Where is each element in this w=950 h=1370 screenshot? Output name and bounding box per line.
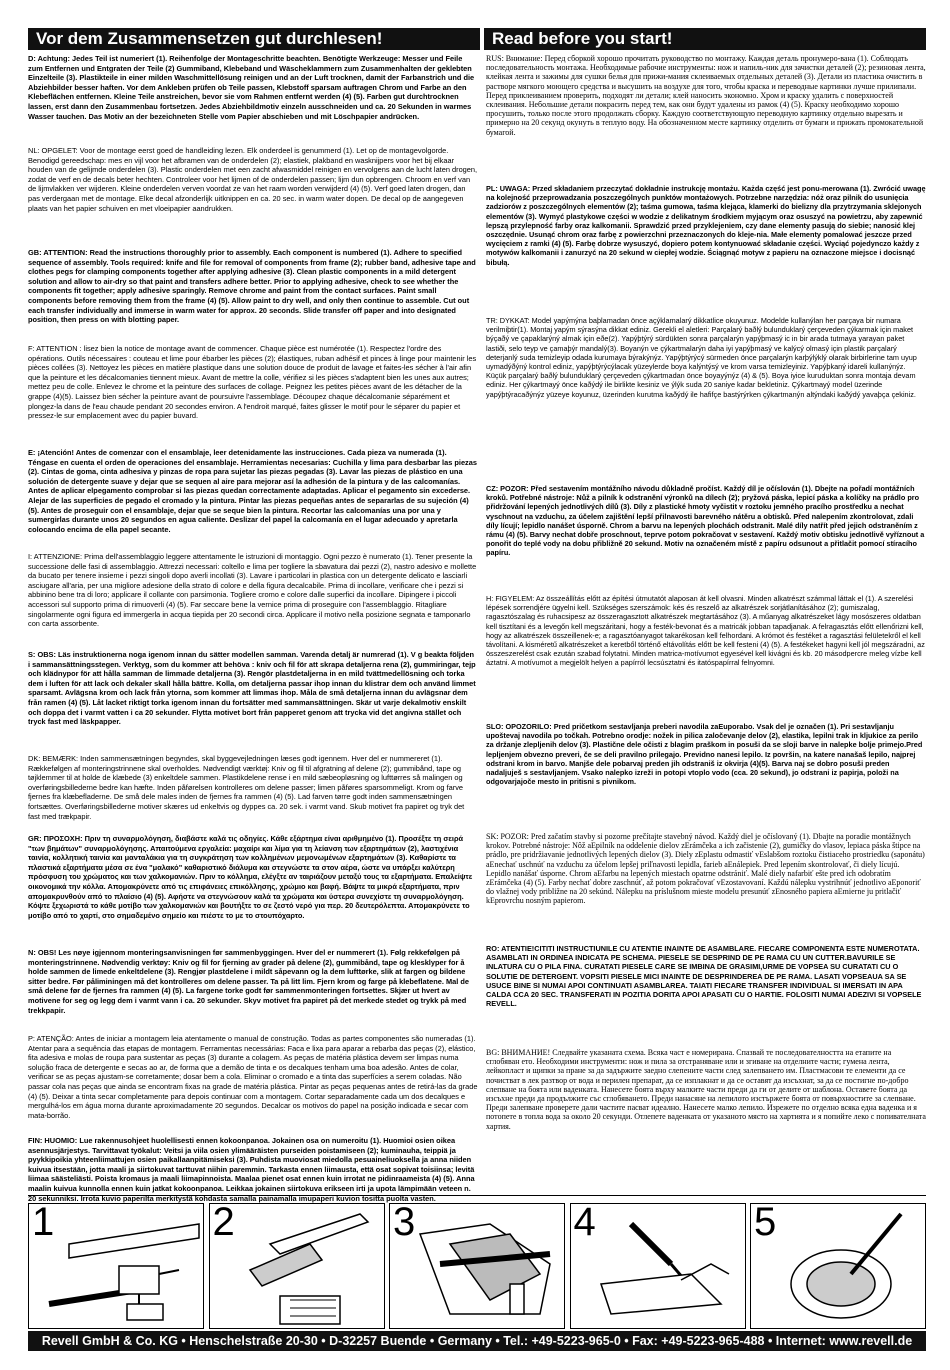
paint-brush-illustration (571, 1204, 746, 1329)
instruction-se: S: OBS: Läs instruktionerna noga igenom innan du sätter modellen samman. Varenda detalj är numrerad (1). V g beakta följden i sammansättningsstegen. Verktyg, som du kommer att behöva : kniv och fil för att skrapa detaljerna rena (2), gummiringar, tejp och klädnypor för att hålla samman de limmade detaljerna (3). Rengör plastdetaljerna in en mild tvättmedellösning och torka dem i luften för att lack och dekaler skall hålla bättre. Kolla, om detaljerna passar ihop innan du klistrar dem och använd limmet sparsamt. Avlägsna krom och lack från ytorna, som kommer att limmas ihop. Måla de små detaljerna innan du avlägsnar dem från ramen (4) (5). Låt lacket riktigt torka igenom innan du fortsätter med sammansättningen. Skär ut varje dekalmotiv enskilt och doppa det i varmt vatten i ca 20 sekunder. Flytta motivet bort från papperet genom att trycka vid det angivna stället och tryck fast med läskpapper. (28, 650, 476, 727)
knife-and-file-illustration (210, 1204, 385, 1329)
right-column (486, 54, 926, 1144)
illustration-panel-4 (570, 1203, 746, 1329)
illustration-panel-1 (28, 1203, 204, 1329)
instruction-gr: GR: ΠΡΟΣΟΧΗ: Πριν τη συναρμολόγηση, διαβάστε καλά τις οδηγίες. Κάθε εξάρτημα είναι αριθμημένο (1). Προσέξτε τη σειρά "των βημάτων" συναρμολόγησης. Απαιτούμενα εργαλεία: μαχαίρι και λίμα για τη λείανση των εξαρτημάτων (2), λαστιχένια ταινία, κολλητική ταινία και μανταλάκια για τη συγκράτηση των κολλημένων μεμονωμένων εξαρτημάτων (3). Καθαρίστε τα πλαστικά εξαρτήματα μέσα σε ένα "μαλακό" καθαριστικό διάλυμα και στεγνώστε τα στον αέρα, ώστε να υπάρξει καλύτερη πρόσφυση του χρώματος και των χαλκομανιών. Πριν το κόλλημα, ελέγξτε αν ταιριάζουν μεταξύ τους τα εξαρτήματα. Επαλείψτε οικονομικά την κόλλα. Απομακρύνετε από τις επιφάνειες επικόλλησης, χρώμιο και βαφή. Βάψτε τα μικρά εξαρτήματα, πριν απομακρυνθούν από το πλαίσιο (4) (5). Αφήστε να στεγνώσουν καλά τα χρώματα και ύστερα συνεχίστε τη συναρμολόγηση. Κόψτε ξεχωριστά το κάθε μοτίβο των χαλκομανιών και βουτήξτε το σε ζεστό νερό για περ. 20 δευτερόλεπτα. Απομακρύνετε το μοτίβο από το χαρτί, στο σημαδεμένο σημείο και πιέστε το με το στουπόχαρτο. (28, 834, 473, 920)
panel-number: 5 (754, 1203, 777, 1244)
illustration-panel-2 (209, 1203, 385, 1329)
illustration-panel-3 (389, 1203, 565, 1329)
instruction-it: I: ATTENZIONE: Prima dell'assemblaggio leggere attentamente le istruzioni di montaggio. Ogni pezzo è numerato (1). Tener presente la successione delle fasi di assemblaggio. Attrezzi necessari: coltello e lima per togliere la sbavatura dai pezzi (2), nastro adesivo e mollette da bucato per tenere insieme i pezzi singoli dopo averli incollati (3). Lavare i particolari in plastica con un detergente delicato e lasciarli asciugare all'aria, per una migliore adesione della strato di colore e della figura decalcabile. Prima di incollare, verificare che i pezzi si abbinino bene tra di loro; applicare il collante con parsimonia. Togliere cromo e colore dalle superfici da incollare. Dipingere i piccoli accessori sul supporto prima di rimuoverli (4) (5). Far seccare bene la vernice prima di proseguire con l'assemblaggio. Ritagliare singolarmente ogni figura ed immergerla in acqua tiepida per 20 secondi circa. Applicare il motivo nella posizione segnata e tamponarlo con carta assorbente. (28, 552, 477, 629)
header-right-title: Read before you start! (480, 28, 926, 50)
panel-number: 3 (393, 1203, 416, 1244)
instruction-de: D: Achtung: Jedes Teil ist numeriert (1). Reihenfolge der Montageschritte beachten. Benötigte Werkzeuge: Messer und Feile zum Entfernen und Entgraten der Teile (2) Gummiband, Klebeband und Wäscheklammern zum Zusammenhalten der geklebten Einzelteile (3). Plastikteile in einer milden Waschmittellösung reinigen und an der Luft trocknen, damit der Farbanstrich und die Abziehbilder besser haften. Vor dem Ankleben prüfen ob Teile passen, Klebstoff sparsam auftragen Chrom und Farbe an den Klebeflächen entfernen. Kleine Teile anstreichen, bevor sie vom Rahmen entfernt werden (4) (5). Farben gut durchtrocknen lassen, erst dann den Zusammenbau fortsetzen. Jedes Abziehbildmotiv einzeln ausschneiden und ca. 20 Sekunden in warmes Wasser tauchen. Das Motiv an der bezeichneten Stelle vom Papier abschieben und mit Löschpapier andrücken. (28, 54, 475, 121)
instruction-pt: P: ATENÇÃO: Antes de iniciar a montagem leia atentamente o manual de construção. Todas as partes componentes são numeradas (1). Atentar para a sequência das etapas de montagem. Ferramentas necessárias: Faca e lixa para aparar a rebarba das peças (2), elástico, fita adesiva e molas de roupa para sustentar as peças (3) durante a colagem. As peças de matéria plástica devem ser limpas numa solução fraca de detergente e secas ao ar, de forma que a demão de tinta e os decalques tenham uma boa adesão. Antes de colar, verificar se as peças ajustam-se corretamente; dosar bem a cola. Eliminar o cromado e a tinta das superfícies a serem coladas. Não passar cola nas peças que ainda se encontram fixas na grade de matéria plástica. Pintar as peças pequenas antes de retirá-las da grade (4) (5). Deixar a tinta secar completamente para depois continuar com a montagem. Cortar separadamente cada um dos decalques e mergulhá-los em água morna durante aproximadamente 20 segundos. Decalcar os motivos do papel na posição indicada e secar com mata-borrão. (28, 1034, 478, 1120)
paint-pot-illustration (751, 1204, 926, 1329)
instruction-hu: H: FIGYELEM: Az összeállítás előtt az építési útmutatót alaposan át kell olvasni. Minden alkatrészt számmal láttak el (1). A szerelési lépések sorrendjére ügyelni kell. Szükséges szerszámok: kés és reszelő az alkatrészek sorjátlanításához (2); gumiszalag, ragasztószalag és ruhacsipesz az összeragasztott alkatrészek megtartásához (3). A műanyag alkatrészeket lágy mosószeres oldatban kell tisztítani és a levegőn kell megszáritani, hogy a festék-bevonat és a matricák jobban tapadjanak. A felragasztás előtt ellenőrizni kell, hogy az alkatrészek összeillenek-e; a ragasztóanyagot takarékosan kell felhordani. A krómot és festéket a ragasztási felületekről el kell távolítani. A kisméretű alkatrészeket a keretből történő eltávolítás előtt be kell festeni (4) (5). A festékeket hagyni kell jól megszáradni, az összeszerelést csak ezután szabad folytatni. Minden matrica-motívumot egyesével kell kivágni és kb. 20 másodpercre meleg vízbe kell áztatni. A motívumot a megjelölt helyen a papírról lecsúsztatni és itatóspapírral felnyomni. (486, 594, 925, 668)
sprue-numbered-parts-illustration (29, 1204, 204, 1329)
instruction-dk: DK: BEMÆRK: Inden sammensætningen begyndes, skal byggevejledningen læses godt igennem. Hver del er nummereret (1). Rækkefølgen af monteringstrinnene skal overholdes. Nødvendigt værktøj: Kniv og fil til afgratning af delene (2); gummibånd, tape og tøjklemmer til at holde de klæbede (3) enkeltdele sammen. Plastikdelene rense i en mild sæbeopløsning og lufttørres så malingen og overføringsbillederne bedre kan hæfte. Inden påførelsen kontrolleres om delene passer; limen påføres sparsommeligt. Krom og farve fjernes fra klæbefladerne. De små dele males inden de fjernes fra rammen (4) (5). Lad farven tørre godt inden sammensætningen fortsættes. Overføringsbillederne motiver skæres ud enkeltvis og dyppes ca. 20 sek. i varmt vand. Skub motivet fra papiret og tryk det fast med trækpapir. (28, 754, 465, 821)
instruction-fr: F: ATTENTION : lisez bien la notice de montage avant de commencer. Chaque pièce est numérotée (1). Respectez l'ordre des opérations. Outils nécessaires : couteau et lime pour ébarber les pièces (2); élastiques, ruban adhésif et pinces à linge pour maintenir les pièces collées (3). Nettoyez les pièces en matière plastique dans une solution douce de produit de lavage et faites-les sécher à l'air afin que la peinture et les décalcomanies tiennent mieux. Avant de mettre la colle, vérifiez si les pièces s'adaptent bien les unes aux autres; mettez peu de colle. Enlevez le chrome et la peinture des surfaces de collage. Peignez les petites pièces avant de les détacher de la grappe (4)(5). Laissez bien sécher la peinture avant de poursuivre l'assemblage. Découpez chaque décalcomanie séparément et plongez-la dans de l'eau chaude pendant 20 secondes environ. A l'endroit marqué, faites glisser le motif pour le séparer du papier et pressez-le sur emplacement avec du papier buvard. (28, 344, 477, 421)
instruction-gb: GB: ATTENTION: Read the instructions thoroughly prior to assembly. Each component is numbered (1). Adhere to specified sequence of assembly. Tools required: knife and file for removal of components from frame (2); rubber band, adhesive tape and clothes pegs for clamping components together after applying adhesive (3). Clean plastic components in a mild detergent solution and allow to air-dry so that paint and transfers adhere better. Prior to applying adhesive, check to see whether the components fit together; apply adhesive sparingly. Remove chrome and paint from the contact surfaces. Paint small components before removing them from the frame (4) (5). Allow paint to dry well, and only then continue to assemble. Cut out each transfer individually and immerse in warm water for approx. 20 seconds. Slide transfer off paper and into designated position, then press on with blotting paper. (28, 248, 476, 325)
instruction-slo: SLO: OPOZORILO: Pred pričetkom sestavljanja preberi navodila zaEuporabo. Vsak del je označen (1). Pri sestavljanju upoštevaj navodila po točkah. Potrebno orodje: nožek in pilica zaločevanje delov (2), elastika, lepilni trak in kljukice za perilo za držanje zlepljenih delov (3). Plastične dele očisti z blagim praškom in posuši da se sloji barve in nalepke bolje primejo.Pred lepljenjem obvezno preveri, če se deli pravilno prilegajo. Previdno nanesi lepilo. Iz površin, na katere nanašaš lepilo, najprej odstrani krom in barvo. Manjše dele pobarvaj preden jih odstraniš iz okvirja (4)(5). Barva naj se dobro posuši preden nadaljuješ s sestavljanjem. Vsako nalepko izreži in potopi vtoplo vodo (cca. 20 sekund), jo odstrani iz papirja, položi na odgovarjajoče mesto in pritisni s pivnikom. (486, 722, 923, 787)
instruction-no: N: OBS! Les nøye igjennom monteringsanvisningen før sammenbyggingen. Hver del er nummerert (1). Følg rekkefølgen på monteringstrinnene. Nødvendig verktøy: Kniv og fil for fjerning av grader på delene (2), gummibånd, tape og klesklyper for å holde sammen de limede enkeltdelene (3). Rengjør plastdelene i mildt såpevann og la dem lufttørke, slik at fargen og bildene sitter bedre. Før påliminingen må det kontrolleres om delene passer. Ta på litt lim. Fjern krom og farge på klebeflatene. Mal de små delene før de fjernes fra rammen (4) (5). La fargene torke godt før sammenmonteringen fortsettes. Skjær ut hvert av motivene for seg og legg dem i varmt vann i ca. 20 sekunder. Skyv motivet fra papiret på det merkede stedet og trykk på med trekkpapir. (28, 948, 469, 1015)
divider-line (28, 1195, 926, 1196)
instruction-ru: RUS: Внимание: Перед сборкой хорошо прочитать руководство по монтажу. Каждая деталь пронумеро-вана (1). Соблюдать последовательность монтажа. Необходимые рабочие инструменты: нож и напиль-ник для зачистки деталей (2); резиновая лента, клейкая лента и зажимы для сушки белья для прижи-мания склеиваемых отдельных деталей (3). Детали из пластика очистить в растворе мягкого моющего средства и высушить на воздухе для того, чтобы краска и переводные картинки лучше прилипали. Перед приклеиванием проверить, подходят ли детали; клей наносить экономно. Хром и краску удалить с поверхностей склеивания. Небольшие детали покрасить перед тем, как они будут удалены из рамок (4) (5). Краску необходимо хорошо просушить, только после этого продолжать сборку. Каждую соответствующую переводную картинку отдельно вырезать и примерно на 20 секунд окунуть в теплую воду. На обозначенном месте картинку отделить от бумаги и прижать промокательной бумагой. (486, 54, 926, 137)
instruction-fi: FIN: HUOMIO: Lue rakennusohjeet huolellisesti ennen kokoonpanoa. Jokainen osa on numeroitu (1). Huomioi osien oikea asennusjärjestys. Tarvittavat työkalut: Veitsi ja viila osien ylimääräisten purseiden poistamiseen (2); kuminauha, teippiä ja pyykkipoikia yhteenliimattujen osien paikallaanpitämiseksi (3). Puhdista muoviosat miedolla pesuaineliuoksella ja anna niiden kuivua itsestään, jotta maali ja siirtokuvat tarttuvat niihin paremmin. Tarkasta ennen liimausta, että osat sopivat toisiinsa; levitä liimaa säästeliästi. Poista kromaus ja maali liimapinnoista. Maalaa pienet osat ennen kuin irrotat ne pidinraameista (4) (5). Anna maalin kuivua kunnolla ennen kuin jatkat kokoonpanoa. Leikkaa jokainen siirtokuva erikseen irti ja upota lämpimään veteen n. 20 sekunniksi. Irrota kuvio paperilta merkitystä kohdasta samalla painamalla imupaperi kuvion tositta puolta vasten. (28, 1136, 475, 1203)
instruction-pl: PL: UWAGA: Przed składaniem przeczytać dokładnie instrukcję montażu. Każda część jest ponu-merowana (1). Zwrócić uwagę na kolejność przeprowadzania poszczególnych punktów montażowych. Potrzebne narzędzia: nóż oraz pilnik do usunięcia zadziorów z poszczególnych elementów (2); taśma gumowa, taśma klejąca, klamerki do bielizny dla przytrzymania sklejonych elementów (3). Wymyć plastykowe części w wodzie z delikatnym środkiem myjącym oraz osuszyć na powietrzu, aby zapewnić lepszą przylepność farby oraz kalkomanii. Sprawdzić przed przyklejeniem, czy dane elementy pasują do siebie; nanosić klej oszczędnie. Usunąć chrom oraz farbę z powierzchni przeznaczonych do kleje-nia. Małe elementy pomalować jeszcze przed wycięciem z ramki (4) (5). Farbę dobrze wysuszyć, dopiero potem kontynuować składanie części. Wyciąć pojedynczo każdy z motywów kalkomanii i zanurzyć na 20 sekund w ciepłej wodzie. Ściągnąć motyw z papieru na oznaczone miejsce i docisnąć bibułą. (486, 184, 926, 267)
footer-contact-bar: Revell GmbH & Co. KG • Henschelstraße 20-30 • D-32257 Buende • Germany • Tel.: +49-5223-965-0 • Fax: +49-5223-965-488 • Internet: www.revell.de (28, 1331, 926, 1351)
illustration-strip (28, 1203, 926, 1329)
instruction-ro: RO: ATENTIE!CITITI INSTRUCTIUNILE CU ATENTIE INAINTE DE ASAMBLARE. FIECARE COMPONENTA ESTE NUMEROTATA. ASAMBLATI IN ORDINEA INDICATA PE SCHEMA. PIESELE SE DESPRIND DE PE RAMA CU UN CUTTER.BAVURILE SE INLATURA CU O PILA FINA. CURATATI PIESELE CARE SE IMBINA DE GRASIMI,URME DE VOPSEA SU CURATATI CU O SOLUTIE DE DETERGENT. VOPSITI PIESELE MICI INAINTE DE DESPRINDEREA DE PE RAMA. LASATI VOPSEAUA SA SE USUCE BINE SI NUMAI APOI CONTINUATI ASAMBLAREA. TAIATI FIECARE TRANSFER INDIVIDUAL SI IMERSATI IN APA CALDA CCA 20 SEC. TRANSFERATI IN POZITIA DORITA APOI APASATI CU O HARTIE. FOLOSITI NUMAI ADEZIVI SI VOPSELE REVELL. (486, 944, 922, 1009)
panel-number: 1 (32, 1203, 55, 1244)
instruction-tr: TR: DYKKAT: Model yapýmýna baþlamadan önce açýklamalarý dikkatlice okuyunuz. Modelde kullanýlan her parçaya bir numara verilmiþtir(1). Montaj yapým sýrasýna dikkat ediniz. Gerekli el aletleri: Parçalarý baðlý bulunduklarý çerçeveden çýkarmak için maket býçaðý ve çapaklarýný almak için eðe(2). Yapýþtýrý sürdükten sonra parçalarýn yapýþmasý ic in bir arada tutmaya yarayan paket lastiði, selo teyp ve çamaþýr mandalý(3). Boyanýn ve çýkartmalarýn daha iyi yapýþmasý ve kalýcý olmasý için plastik parçalarý deterjanlý suda temizleyip odada kurumaya býrakýnýz. Yapýþtýrýcý sürmeden önce parçalarýn karþýlýklý olarak birbirlerine tam uyup uymadýðýný kontrol ediniz, yapýþtýrýcýlacak yüzeylerde boya kalýntýsý ve krom varsa temizleyiniz. Yapýþkaný idareli kullanýnýz. Küçük parçalarý baðlý bulunduklarý çerçeveden çýkartmadan önce boyayýnýz (4) & (5). Boya iyice kuruduktan sonra montaja devam ediniz. Her çýkartmayý önce kaðýdý ile birlikte kesiniz ve ýlýk suda 20 saniye kadar bekletiniz. Çýkartmayý model üzerinde yapýþtýracaðýnýz yüzeye koyunuz, üzerinden kurutma kaðýdý ile hafifçe bastýrýrken çýkartmanýn altýndaki kaðýdý yavaþça çekiniz. (486, 316, 917, 399)
instruction-sk: SK: POZOR: Pred začatím stavby si pozorne prečítajte stavebný návod. Každý diel je očíslovaný (1). Dbajte na poradie montážnych krokov. Potrebné nástroje: Nôž aEpilník na oddelenie dielov zErámčeka a ich začistenie (2), gumičky do vlasov, lepiaca páska štipce na prádlo, pre pridržiavanie jednotlivých lepených dielov (3). Diely zEplastu odmastiť vEslabšom roztoku čistiaceho prostriedku (saponátu) aEnechať uschnúť na vzduchu za účelom lepšej priľnavosti lepidla, farieb aEnálepiek. Pred lepením skontrolovať, či diely lícujú. Lepidlo nanášať úsporne. Chrom aEfarbu na lepených miestach opatrne odstrániť. Malé diely nafarbiť ešte pred ich odobratím zErámčeka (4) (5). Farby nechať dobre zaschnúť, až potom pokračovať vEzostavovaní. Každú nálepku vystrihnúť jednotlivo aEponoriť do vlažnej vody približne na 20 sekúnd. Nálepku na príslušnom mieste modelu presunúť zEnosného papiera aEmierne ju pritlačiť kEprovrchu nosným papierom. (486, 832, 925, 906)
instruction-nl: NL: OPGELET: Voor de montage eerst goed de handleiding lezen. Elk onderdeel is genummerd (1). Let op de montagevolgorde. Benodigd gereedschap: mes en vijl voor het afbramen van de onderdelen (2); elastiek, plakband en wasknijpers voor het bij elkaar houden van de gelijmde onderdelen (3). Plastic onderdelen met een zacht afwasmiddel reinigen en vervolgens aan de lucht laten drogen, zodat de verf en de decals beter hechten. Controleer voor het lijmen of de onderdelen passen; lijm dun opbrengen. Chroom en verf van de lijmvlakken ver wijderen. Kleine onderdelen verven voordat ze van het raam worden verwijderd (4) (5). Verf goed laten drogen, dan pas verdergaan met de montage. Elke decal afzonderlijk uitknippen en ca. 20 sec. in warm water dopen. De decal op de aangegeven plaats van het papier schuiven en met vloeipapier aandrukken. (28, 146, 478, 213)
clamped-glued-parts-illustration (390, 1204, 565, 1329)
left-column (28, 54, 478, 1222)
panel-number: 4 (573, 1203, 596, 1244)
header-left-title: Vor dem Zusammensetzen gut durchlesen! (28, 28, 480, 50)
illustration-panel-5 (750, 1203, 926, 1329)
instruction-cz: CZ: POZOR: Před sestavením montážního návodu důkladně pročíst. Každý díl je očíslován (1). Dbejte na pořadí montážních kroků. Potřebné nástroje: Nůž a pilník k odstranění výronků na dílech (2); pryžová páska, lepicí páska a kolíčky na prádlo pro přidržování lepených jednotlivých dílů (3). Díly z plastické hmoty vyčistit v roztoku jemného pracího prostředku a nechat vyschnout na vzduchu, za účelem zajištění lepší přilnavosti barevného nátěru a obtisků. Před nalepením zkontrolovat, zdali díly lícují; lepidlo nanášet úsporně. Chrom a barvu na lepených plochách odstranit. Malé díly natřít před jejich odstraněním z rámu (4) (5). Barvy nechat dobře proschnout, teprve potom pokračovat v sestavení. Každý motiv obtisku jednotlivě vyříznout a ponořit do teplé vody na dobu přibližně 20 sekund. Motiv na označeném místě z papíru odsunout a přitlačit pomocí stíracího papíru. (486, 484, 925, 558)
instruction-bg: BG: ВНИМАНИЕ! Следвайте указаната схема. Всяка част е номерирана. Спазвай те последователността на етапите на сглобяван ето. Необходими инструменти: нож и пила за отстраняване или и згиване на отделните части; гумена лента, лейкопласт и щипки за пране за да задържите заедно слепените части след залепването им. Пластмасови те елементи да се почистват в лек разтвор от вода и перилен препарат, да се изплакнат и да се оставят да изсъхнат, за да се постигне по-добро слепване на боята или ваденката. Нанесете боята върху малките части преди да ги от делите от шаблона. Оставете боята да изсъхне преди да продължите със сглобяването. Преди нанасяне на лепилото изстържете боята от повърхностите за слепване. Преди залепване проверете дали частите пасват идеално. Нанесете малко лепило. Изрежете по отделно всяка една ваденка и я потопете в топла вода за около 20 секунди. Отлепете ваденката от указаното място на хартията и я попийте леко с попивателната хартия. (486, 1048, 926, 1131)
instruction-es: E: ¡Atención! Antes de comenzar con el ensamblaje, leer detenidamente las instrucciones. Cada pieza va numerada (1). Téngase en cuenta el orden de operaciones del ensamblaje. Herramientas necesarias: Cuchilla y lima para desbarbar las piezas (2). Cintas de goma, cinta adhesiva y pinzas de ropa para sujetar las piezas pegadas (3). Lavar las piezas de plástico en una solución de detergente suave y dejar que se sequen al aire para mejorar así la adhesión de la pintura y de las calcomanías. Antes de aplicar elpegamento comprobar si las piezas quedan correctamente adaptadas. Aplicar el pegamento sin excederse. Alejar de las superficies de pegado el cromado y la pintura. Pintar las piezas pequeñas antes de separarlas de su sujeción (4) (5). Antes de proseguir con el ensamblaje, dejar que se seque bien la pintura. Recortar las calcomanías una por una y sumergirlas durante unos 20 segundos en agua caliente. Deslizar del papel la calcomanía en el lugar adecuado y apretarla colocando encima de ella papel secante. (28, 448, 477, 534)
panel-number: 2 (212, 1203, 235, 1244)
